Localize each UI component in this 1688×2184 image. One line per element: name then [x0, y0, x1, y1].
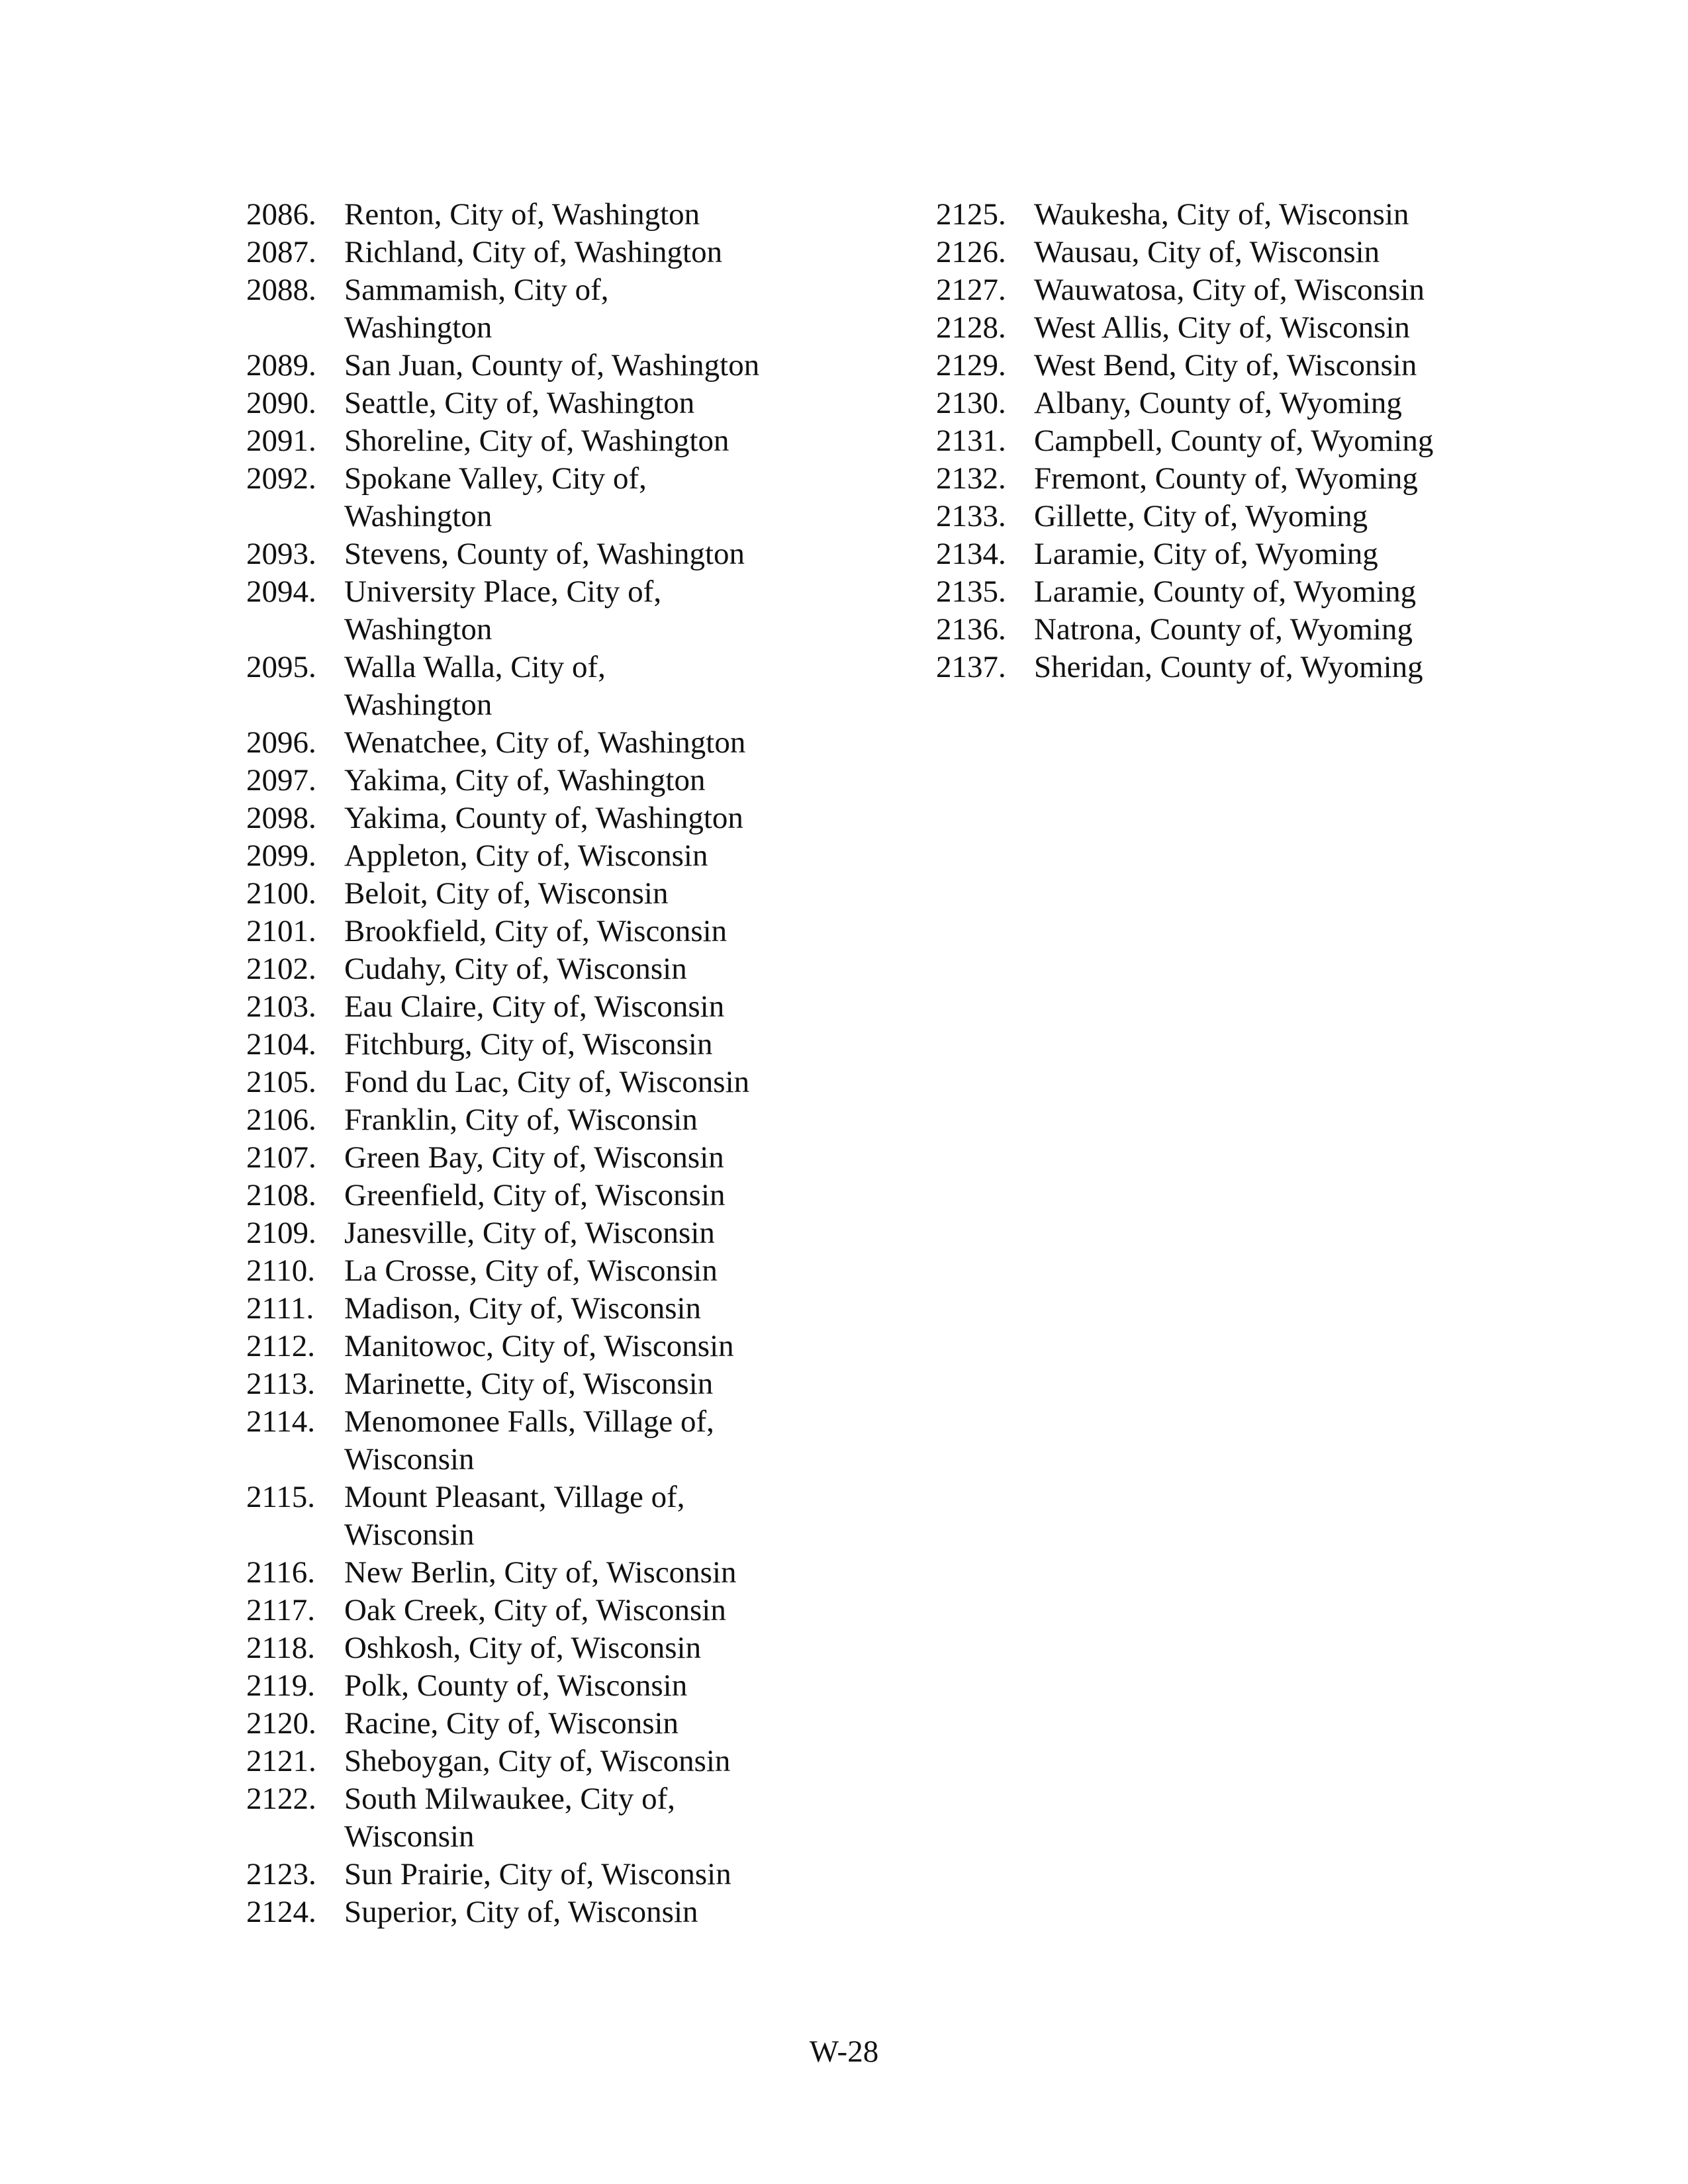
item-number: 2123. [246, 1857, 316, 1891]
list-item [936, 573, 1532, 611]
item-number: 2132. [936, 461, 1006, 496]
item-number: 2126. [936, 235, 1006, 269]
item-number: 2122. [246, 1782, 316, 1816]
item-number: 2137. [936, 650, 1006, 684]
item-name [344, 196, 700, 234]
item-name-line: Mount Pleasant, Village of, [344, 1480, 685, 1514]
item-number: 2115. [246, 1480, 316, 1514]
item-number: 2118. [246, 1631, 316, 1665]
item-name-line: Laramie, City of, Wyoming [1034, 537, 1378, 571]
item-name [344, 950, 687, 988]
list-item [246, 1403, 842, 1479]
item-name [344, 1365, 713, 1403]
list-item [246, 1629, 842, 1667]
list-item [246, 988, 842, 1026]
item-name-line: Janesville, City of, Wisconsin [344, 1216, 715, 1250]
item-name-line: Fitchburg, City of, Wisconsin [344, 1027, 713, 1062]
page-number: W-28 [809, 2034, 879, 2069]
item-name [344, 1592, 726, 1629]
item-number: 2098. [246, 801, 316, 835]
item-number: 2129. [936, 348, 1006, 383]
list-item [246, 1252, 842, 1290]
list-item [246, 950, 842, 988]
item-number: 2109. [246, 1216, 316, 1250]
item-name [1034, 385, 1402, 422]
item-name [344, 347, 759, 385]
item-name [344, 1743, 730, 1780]
list-item [246, 422, 842, 460]
list-item [246, 1139, 842, 1177]
item-name-line: Beloit, City of, Wisconsin [344, 876, 669, 911]
item-name-line: Sun Prairie, City of, Wisconsin [344, 1857, 731, 1891]
list-item [246, 1479, 842, 1554]
item-name-line: Shoreline, City of, Washington [344, 424, 729, 458]
item-number: 2101. [246, 914, 316, 948]
item-number: 2096. [246, 725, 316, 760]
item-name [1034, 234, 1380, 271]
list-item [936, 309, 1532, 347]
item-name-line: Richland, City of, Washington [344, 235, 723, 269]
item-number: 2114. [246, 1404, 316, 1439]
item-number: 2125. [936, 197, 1006, 232]
item-name [1034, 309, 1410, 347]
left-column-list [246, 196, 842, 1931]
item-number: 2116. [246, 1555, 316, 1590]
item-number: 2113. [246, 1367, 316, 1401]
item-number: 2104. [246, 1027, 316, 1062]
item-number: 2103. [246, 989, 316, 1024]
list-item [246, 1705, 842, 1743]
item-name-line: Walla Walla, City of, [344, 650, 606, 684]
list-item [246, 347, 842, 385]
item-name-line: Madison, City of, Wisconsin [344, 1291, 702, 1326]
list-item [246, 913, 842, 950]
item-name-line: New Berlin, City of, Wisconsin [344, 1555, 737, 1590]
item-number: 2106. [246, 1103, 316, 1137]
item-name [344, 1856, 731, 1893]
list-item [246, 1177, 842, 1214]
item-name [1034, 196, 1409, 234]
item-name [344, 762, 705, 799]
item-name [344, 535, 745, 573]
list-item [936, 422, 1532, 460]
item-name [1034, 611, 1413, 649]
list-item [936, 611, 1532, 649]
item-name-line: West Allis, City of, Wisconsin [1034, 310, 1410, 345]
item-name [344, 1290, 701, 1328]
item-number: 2100. [246, 876, 316, 911]
list-item [246, 875, 842, 913]
item-name-line: Renton, City of, Washington [344, 197, 700, 232]
item-name-line: Eau Claire, City of, Wisconsin [344, 989, 725, 1024]
item-name-line: Fond du Lac, City of, Wisconsin [344, 1065, 750, 1099]
item-number: 2094. [246, 574, 316, 609]
list-item [246, 1780, 842, 1856]
item-number: 2107. [246, 1140, 316, 1175]
item-number: 2092. [246, 461, 316, 496]
list-item [246, 724, 842, 762]
item-name [344, 913, 727, 950]
item-number: 2130. [936, 386, 1006, 420]
item-name [344, 460, 647, 535]
list-item [936, 649, 1532, 686]
item-name-line: Wisconsin [344, 1518, 475, 1552]
item-name [344, 234, 722, 271]
list-item [936, 234, 1532, 271]
item-name-line: Fremont, County of, Wyoming [1034, 461, 1418, 496]
item-name-line: Wisconsin [344, 1819, 475, 1854]
list-item [246, 271, 842, 347]
list-item [936, 498, 1532, 535]
item-name [344, 573, 661, 649]
item-name [344, 1101, 698, 1139]
list-item [246, 1893, 842, 1931]
item-name [344, 422, 729, 460]
item-number: 2093. [246, 537, 316, 571]
item-name [344, 271, 609, 347]
item-name-line: Yakima, City of, Washington [344, 763, 706, 797]
item-name [344, 1629, 701, 1667]
item-name [344, 385, 694, 422]
list-item [246, 385, 842, 422]
item-name-line: Racine, City of, Wisconsin [344, 1706, 679, 1741]
item-name-line: Cudahy, City of, Wisconsin [344, 952, 687, 986]
list-item [246, 649, 842, 724]
item-name-line: Washington [344, 499, 492, 533]
list-item [246, 1365, 842, 1403]
item-name-line: Greenfield, City of, Wisconsin [344, 1178, 726, 1212]
item-number: 2127. [936, 273, 1006, 307]
item-name-line: Albany, County of, Wyoming [1034, 386, 1402, 420]
item-name-line: Laramie, County of, Wyoming [1034, 574, 1417, 609]
list-item [246, 535, 842, 573]
item-number: 2108. [246, 1178, 316, 1212]
item-number: 2102. [246, 952, 316, 986]
item-name-line: Appleton, City of, Wisconsin [344, 839, 708, 873]
item-name-line: Oshkosh, City of, Wisconsin [344, 1631, 702, 1665]
item-name-line: Natrona, County of, Wyoming [1034, 612, 1413, 647]
item-name-line: Marinette, City of, Wisconsin [344, 1367, 714, 1401]
item-name-line: Brookfield, City of, Wisconsin [344, 914, 727, 948]
item-number: 2090. [246, 386, 316, 420]
list-item [246, 1667, 842, 1705]
list-item [246, 196, 842, 234]
item-name [344, 875, 668, 913]
item-number: 2131. [936, 424, 1006, 458]
item-name-line: Washington [344, 310, 492, 345]
item-name [344, 1554, 737, 1592]
item-name [344, 1780, 675, 1856]
item-name [1034, 649, 1423, 686]
item-name-line: Wausau, City of, Wisconsin [1034, 235, 1380, 269]
list-item [246, 1592, 842, 1629]
item-name [1034, 573, 1416, 611]
item-name-line: Stevens, County of, Washington [344, 537, 745, 571]
list-item [246, 1554, 842, 1592]
item-name-line: South Milwaukee, City of, [344, 1782, 675, 1816]
list-item [246, 1328, 842, 1365]
list-item [246, 234, 842, 271]
item-name-line: La Crosse, City of, Wisconsin [344, 1253, 718, 1288]
item-name [1034, 498, 1368, 535]
item-name-line: Wauwatosa, City of, Wisconsin [1034, 273, 1425, 307]
item-number: 2097. [246, 763, 316, 797]
item-name-line: Superior, City of, Wisconsin [344, 1895, 698, 1929]
item-name [344, 837, 708, 875]
item-name-line: Menomonee Falls, Village of, [344, 1404, 714, 1439]
item-name-line: Seattle, City of, Washington [344, 386, 695, 420]
item-name-line: Washington [344, 688, 492, 722]
item-number: 2121. [246, 1744, 316, 1778]
item-name-line: Washington [344, 612, 492, 647]
item-name-line: Sheridan, County of, Wyoming [1034, 650, 1423, 684]
item-name [344, 1328, 734, 1365]
right-column-list [936, 196, 1532, 686]
item-name [1034, 535, 1378, 573]
item-name [344, 1667, 687, 1705]
item-number: 2111. [246, 1291, 314, 1326]
list-item [246, 1101, 842, 1139]
item-name-line: University Place, City of, [344, 574, 662, 609]
list-item [936, 535, 1532, 573]
item-name [344, 1893, 698, 1931]
item-name [344, 1064, 749, 1101]
item-name [344, 1139, 724, 1177]
item-number: 2136. [936, 612, 1006, 647]
list-item [246, 1026, 842, 1064]
item-name [344, 1214, 715, 1252]
item-name [1034, 347, 1417, 385]
item-name [1034, 271, 1425, 309]
list-item [246, 799, 842, 837]
item-name [344, 1252, 718, 1290]
item-number: 2134. [936, 537, 1006, 571]
item-name [344, 724, 745, 762]
item-name-line: Manitowoc, City of, Wisconsin [344, 1329, 734, 1363]
item-name-line: Sammamish, City of, [344, 273, 609, 307]
item-number: 2095. [246, 650, 316, 684]
list-item [246, 762, 842, 799]
item-number: 2120. [246, 1706, 316, 1741]
item-name [344, 1403, 714, 1479]
list-item [246, 1290, 842, 1328]
item-name [344, 988, 724, 1026]
list-item [936, 385, 1532, 422]
item-number: 2112. [246, 1329, 316, 1363]
item-number: 2119. [246, 1668, 316, 1703]
item-name-line: Wisconsin [344, 1442, 475, 1477]
item-name-line: San Juan, County of, Washington [344, 348, 760, 383]
list-item [246, 1214, 842, 1252]
list-item [936, 347, 1532, 385]
item-name-line: Polk, County of, Wisconsin [344, 1668, 688, 1703]
item-number: 2091. [246, 424, 316, 458]
item-number: 2089. [246, 348, 316, 383]
item-number: 2099. [246, 839, 316, 873]
item-name-line: Franklin, City of, Wisconsin [344, 1103, 698, 1137]
item-number: 2133. [936, 499, 1006, 533]
item-name-line: Wenatchee, City of, Washington [344, 725, 746, 760]
item-number: 2086. [246, 197, 316, 232]
list-item [246, 573, 842, 649]
list-item [246, 1743, 842, 1780]
item-number: 2128. [936, 310, 1006, 345]
item-name-line: West Bend, City of, Wisconsin [1034, 348, 1417, 383]
item-number: 2124. [246, 1895, 316, 1929]
list-item [936, 460, 1532, 498]
item-name [1034, 422, 1433, 460]
item-name [344, 799, 743, 837]
item-number: 2087. [246, 235, 316, 269]
item-name-line: Campbell, County of, Wyoming [1034, 424, 1434, 458]
item-name [344, 1705, 679, 1743]
item-name-line: Green Bay, City of, Wisconsin [344, 1140, 724, 1175]
item-name [1034, 460, 1418, 498]
list-item [246, 837, 842, 875]
item-name [344, 1177, 726, 1214]
list-item [936, 271, 1532, 309]
item-name-line: Spokane Valley, City of, [344, 461, 647, 496]
item-name-line: Oak Creek, City of, Wisconsin [344, 1593, 726, 1627]
item-name [344, 649, 606, 724]
item-number: 2105. [246, 1065, 316, 1099]
item-number: 2088. [246, 273, 316, 307]
item-name [344, 1026, 712, 1064]
item-name-line: Waukesha, City of, Wisconsin [1034, 197, 1409, 232]
list-item [246, 460, 842, 535]
list-item [246, 1064, 842, 1101]
item-number: 2110. [246, 1253, 316, 1288]
list-item [936, 196, 1532, 234]
list-item [246, 1856, 842, 1893]
item-name [344, 1479, 685, 1554]
item-number: 2135. [936, 574, 1006, 609]
item-name-line: Yakima, County of, Washington [344, 801, 743, 835]
item-name-line: Gillette, City of, Wyoming [1034, 499, 1368, 533]
item-name-line: Sheboygan, City of, Wisconsin [344, 1744, 731, 1778]
item-number: 2117. [246, 1593, 316, 1627]
